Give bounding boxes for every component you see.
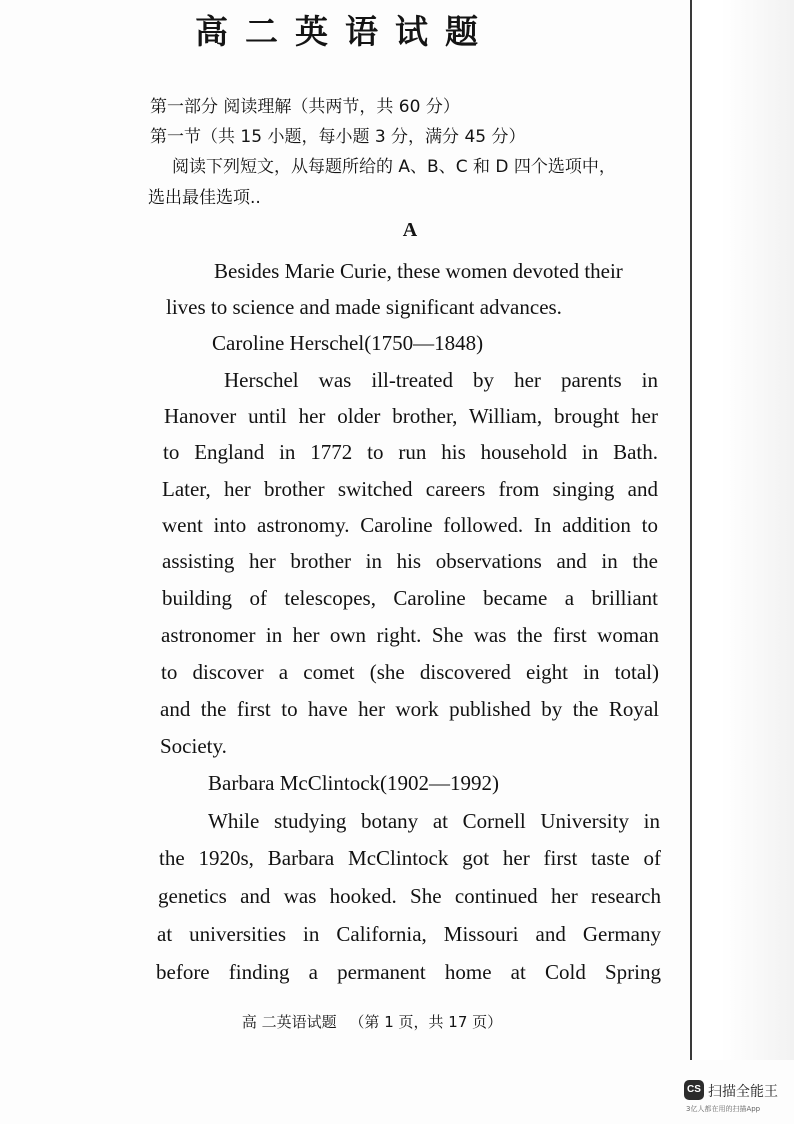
page-binding-line: [690, 0, 692, 1060]
page-footer: [0, 1011, 744, 1032]
passage-line: genetics and was hooked. She continued her research: [158, 884, 661, 908]
passage-line: Herschel was ill-treated by her parents in: [224, 368, 658, 392]
passage-line: building of telescopes, Caroline became a brilliant: [162, 586, 658, 610]
directions-line-2: 选出最佳选项..: [148, 188, 261, 208]
camscanner-logo-icon: CS: [684, 1080, 704, 1100]
footer-subject: 高 二英语试题: [241, 1013, 337, 1031]
passage-letter: A: [402, 219, 418, 241]
passage-line: to discover a comet (she discovered eight in total): [161, 660, 659, 684]
passage-line: Society.: [160, 734, 227, 758]
footer-page-info: （第 1 页，共 17 页）: [349, 1013, 503, 1031]
passage-line: and the first to have her work published by the Royal: [160, 697, 659, 721]
subheading-herschel: Caroline Herschel(1750—1848): [212, 331, 484, 355]
passage-line: lives to science and made significant advances.: [166, 295, 562, 319]
passage-line: to England in 1772 to run his household in Bath.: [163, 440, 658, 464]
watermark-tagline: 3亿人都在用的扫描App: [686, 1105, 761, 1113]
section-heading: 第一节（共 15 小题，每小题 3 分，满分 45 分）: [150, 127, 526, 147]
passage-line: at universities in California, Missouri and Germany: [157, 922, 661, 946]
subheading-mcclintock: Barbara McClintock(1902—1992): [208, 771, 500, 795]
scanner-watermark: [684, 1080, 788, 1116]
passage-line: the 1920s, Barbara McClintock got her first taste of: [159, 846, 661, 870]
directions-line-1: 阅读下列短文，从每题所给的 A、B、C 和 D 四个选项中，: [172, 157, 616, 177]
passage-line: While studying botany at Cornell University in: [208, 809, 660, 833]
passage-line: astronomer in her own right. She was the first woman: [161, 623, 659, 647]
part-heading: 第一部分 阅读理解（共两节，共 60 分）: [150, 97, 460, 117]
passage-line: assisting her brother in his observations and in the: [162, 549, 658, 573]
exam-title: 高二英语试题: [195, 12, 495, 51]
passage-line: before finding a permanent home at Cold Spring: [156, 960, 661, 984]
passage-line: Later, her brother switched careers from singing and: [162, 477, 658, 501]
passage-line: Besides Marie Curie, these women devoted their: [214, 259, 623, 283]
passage-line: Hanover until her older brother, William, brought her: [164, 404, 658, 428]
passage-line: went into astronomy. Caroline followed. In addition to: [162, 513, 658, 537]
page-binding-shadow: [690, 0, 794, 1060]
watermark-app-name: 扫描全能王: [708, 1084, 778, 1100]
